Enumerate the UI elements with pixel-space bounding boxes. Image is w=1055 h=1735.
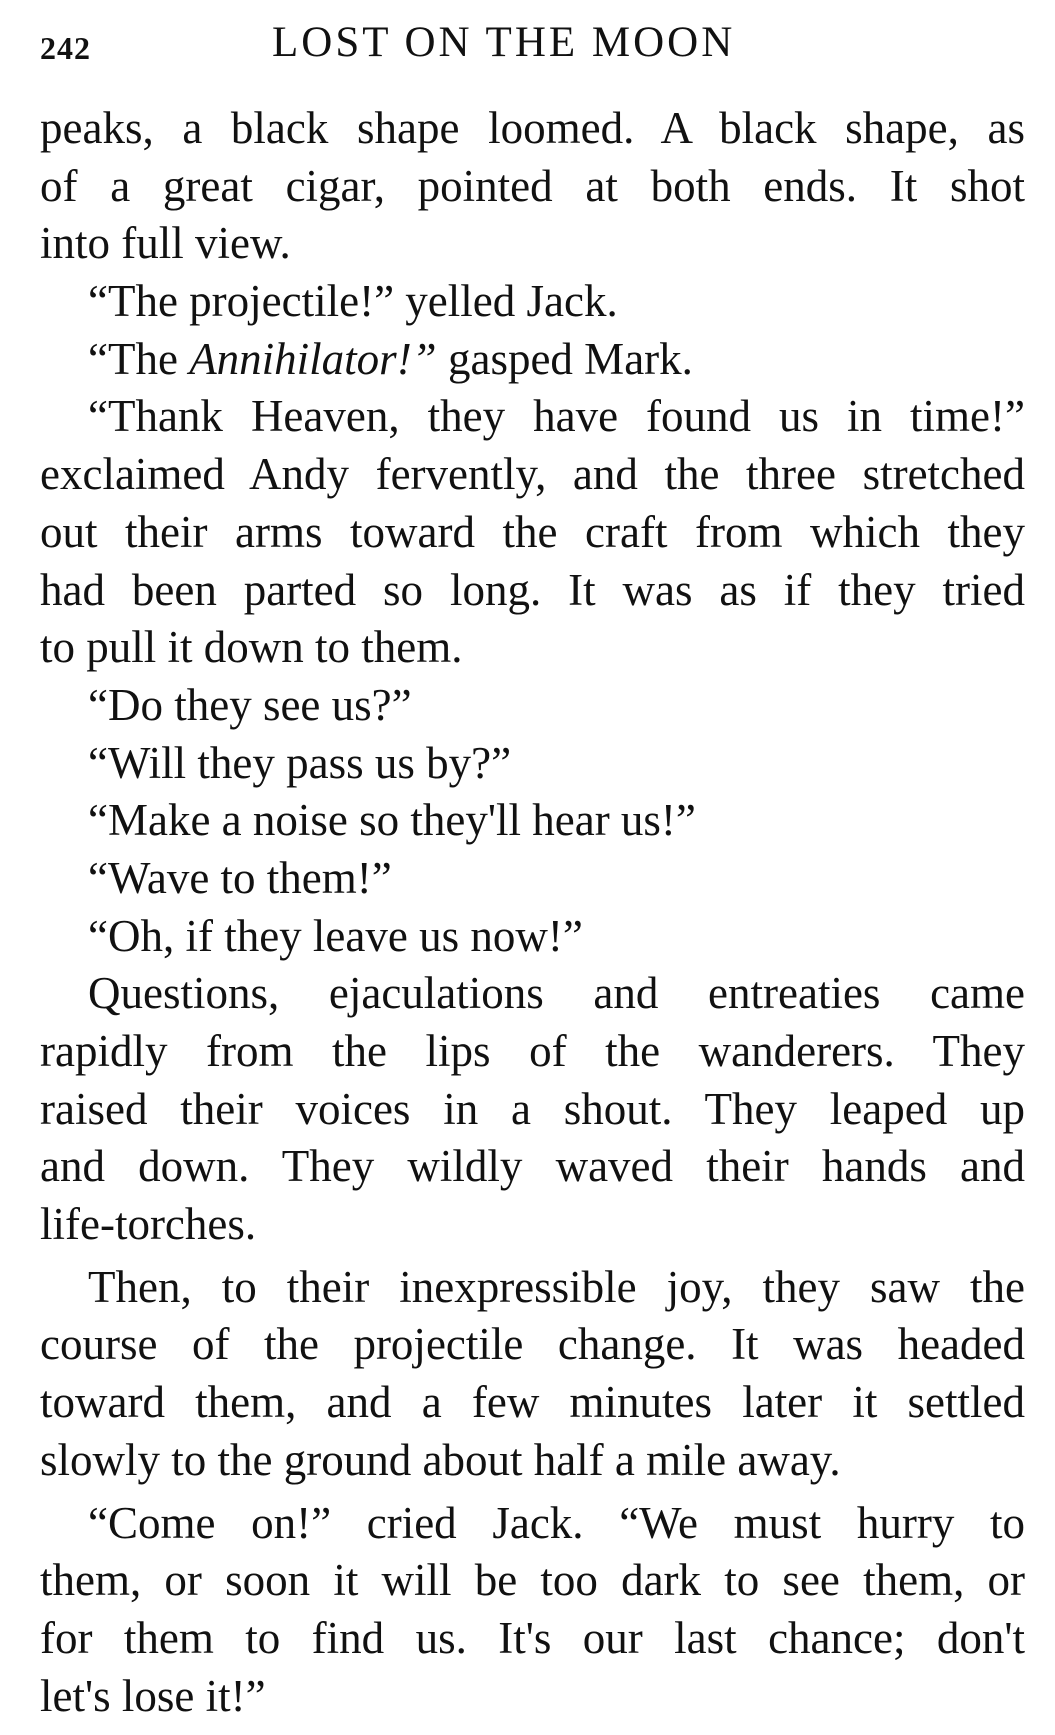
text-line: “Thank Heaven, they have found us in time!” <box>88 391 1025 442</box>
text-line: “Come on!” cried Jack. “We must hurry to <box>88 1497 1025 1548</box>
text-line: “Wave to them!” <box>88 852 392 903</box>
text-line: “The projectile!” yelled Jack. <box>88 276 618 327</box>
page-number: 242 <box>40 30 91 66</box>
text-line: let's lose it!” <box>40 1670 266 1721</box>
text-line: out their arms toward the craft from which they <box>40 506 1025 557</box>
text-line: raised their voices in a shout. They leaped up <box>40 1083 1025 1134</box>
text-line: had been parted so long. It was as if they tried <box>40 564 1025 615</box>
text-line: Questions, ejaculations and entreaties came <box>88 968 1025 1019</box>
text-line: “Will they pass us by?” <box>88 737 512 788</box>
text-line: “Oh, if they leave us now!” <box>88 910 583 961</box>
text-line: exclaimed Andy fervently, and the three stretched <box>40 449 1025 500</box>
text-line: toward them, and a few minutes later it settled <box>40 1377 1025 1428</box>
text-fragment: gasped Mark. <box>436 333 693 384</box>
text-line: slowly to the ground about half a mile away. <box>40 1434 841 1485</box>
text-line: of a great cigar, pointed at both ends. It shot <box>40 160 1025 211</box>
text-fragment: “The <box>88 333 190 384</box>
text-line: rapidly from the lips of the wanderers. They <box>40 1026 1025 1076</box>
text-line: them, or soon it will be too dark to see them, or <box>40 1555 1025 1606</box>
running-head <box>40 18 1030 74</box>
text-line: to pull it down to them. <box>40 622 463 673</box>
running-title: LOST ON THE MOON <box>272 19 736 66</box>
text-line: life-torches. <box>40 1199 257 1250</box>
text-line: and down. They wildly waved their hands and <box>40 1141 1025 1192</box>
ship-name-italic: Annihilator!” <box>189 333 437 384</box>
body-text <box>40 100 1025 1725</box>
text-line: course of the projectile change. It was headed <box>40 1319 1025 1370</box>
text-line: for them to find us. It's our last chance; don't <box>40 1612 1025 1663</box>
text-line: “Do they see us?” <box>88 679 412 730</box>
text-line: “Make a noise so they'll hear us!” <box>88 795 696 846</box>
text-line: Then, to their inexpressible joy, they saw the <box>88 1261 1025 1312</box>
text-line: into full view. <box>40 218 291 269</box>
text-line <box>40 331 1025 389</box>
text-line: peaks, a black shape loomed. A black shape, as <box>40 103 1025 153</box>
